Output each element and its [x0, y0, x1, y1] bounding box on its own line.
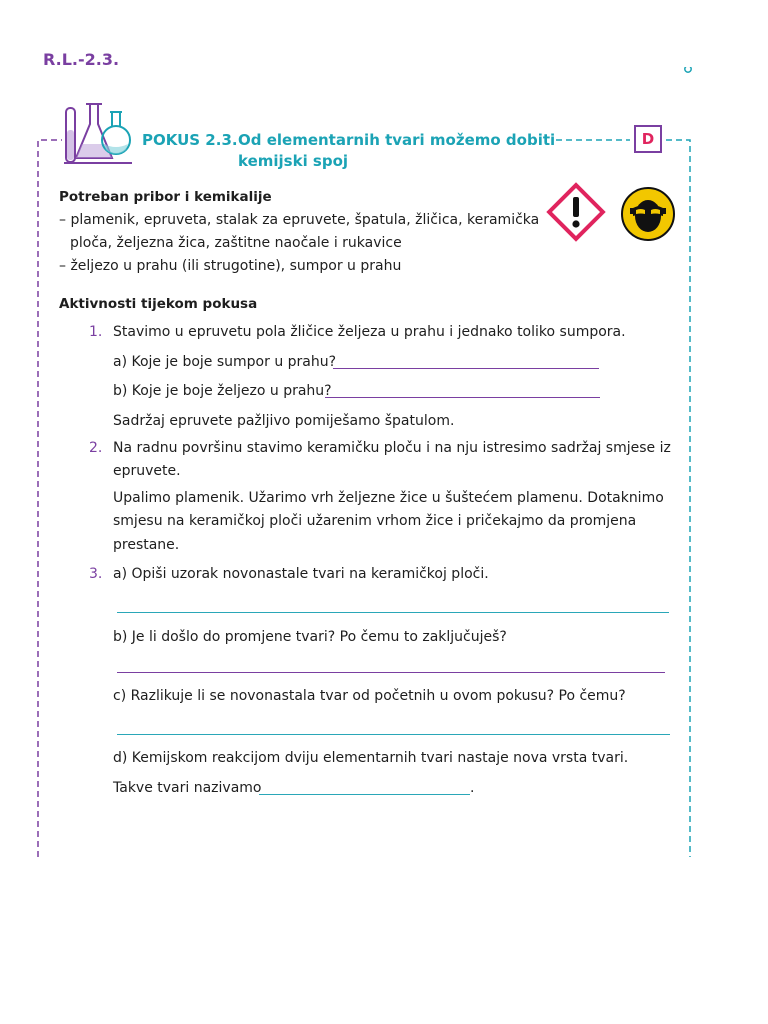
experiment-title-line2: kemijski spoj	[238, 152, 349, 170]
step3-question-e	[113, 777, 261, 800]
step1-note: Sadržaj epruvete pažljivo pomiješamo špatulom.	[113, 413, 455, 429]
step2-line3: Upalimo plamenik. Užarimo vrh željezne žice u šuštećem plamenu. Dotaknimo	[113, 490, 664, 506]
step1-answer-b-field[interactable]	[325, 397, 600, 398]
step3-answer-e-field[interactable]	[259, 794, 470, 795]
step3-question-e-prefix: Takve tvari nazivamo	[113, 780, 262, 796]
step3-question-a: a) Opiši uzorak novonastale tvari na keramičkoj ploči.	[113, 566, 489, 582]
equipment-heading: Potreban pribor i kemikalije	[59, 189, 272, 205]
lab-glassware-icon	[62, 100, 134, 166]
activities-heading: Aktivnosti tijekom pokusa	[59, 296, 258, 312]
equipment-line3: – željezo u prahu (ili strugotine), sumpor u prahu	[59, 258, 402, 274]
equipment-line1: – plamenik, epruveta, stalak za epruvete, špatula, žličica, keramička	[59, 212, 540, 228]
step1-number: 1.	[89, 324, 103, 340]
step3-question-e-suffix: .	[470, 780, 475, 796]
step1-text: Stavimo u epruvetu pola žličice željeza u prahu i jednako toliko sumpora.	[113, 324, 626, 340]
step3-answer-a-field[interactable]	[117, 612, 669, 613]
step3-question-d: d) Kemijskom reakcijom dviju elementarnih tvari nastaje nova vrsta tvari.	[113, 750, 629, 766]
step3-number: 3.	[89, 566, 103, 582]
experiment-title	[142, 130, 555, 172]
step2-number: 2.	[89, 440, 103, 456]
worksheet-code: R.L.-2.3.	[43, 50, 120, 69]
experiment-title-line1: Od elementarnih tvari možemo dobiti	[238, 131, 556, 149]
step2-line5: prestane.	[113, 537, 180, 553]
step1-question-a: a) Koje je boje sumpor u prahu?	[113, 354, 337, 370]
difficulty-badge: D	[634, 125, 662, 153]
safety-goggles-icon	[620, 186, 676, 242]
experiment-label: POKUS 2.3.	[142, 131, 238, 149]
exclamation-hazard-icon	[545, 181, 607, 243]
step1-answer-a-field[interactable]	[333, 368, 599, 369]
step3-answer-b-field[interactable]	[117, 672, 665, 673]
step1-question-b: b) Koje je boje željezo u prahu?	[113, 383, 332, 399]
step3-question-c: c) Razlikuje li se novonastala tvar od početnih u ovom pokusu? Po čemu?	[113, 688, 626, 704]
step2-line2: epruvete.	[113, 463, 181, 479]
step2-line1: Na radnu površinu stavimo keramičku ploču i na nju istresimo sadržaj smjese iz	[113, 440, 671, 456]
equipment-line2: ploča, željezna žica, zaštitne naočale i rukavice	[70, 235, 402, 251]
step3-answer-c-field[interactable]	[117, 734, 670, 735]
step2-line4: smjesu na keramičkoj ploči užarenim vrhom žice i pričekajmo da promjena	[113, 513, 637, 529]
step3-question-b: b) Je li došlo do promjene tvari? Po čemu to zaključuješ?	[113, 629, 507, 645]
